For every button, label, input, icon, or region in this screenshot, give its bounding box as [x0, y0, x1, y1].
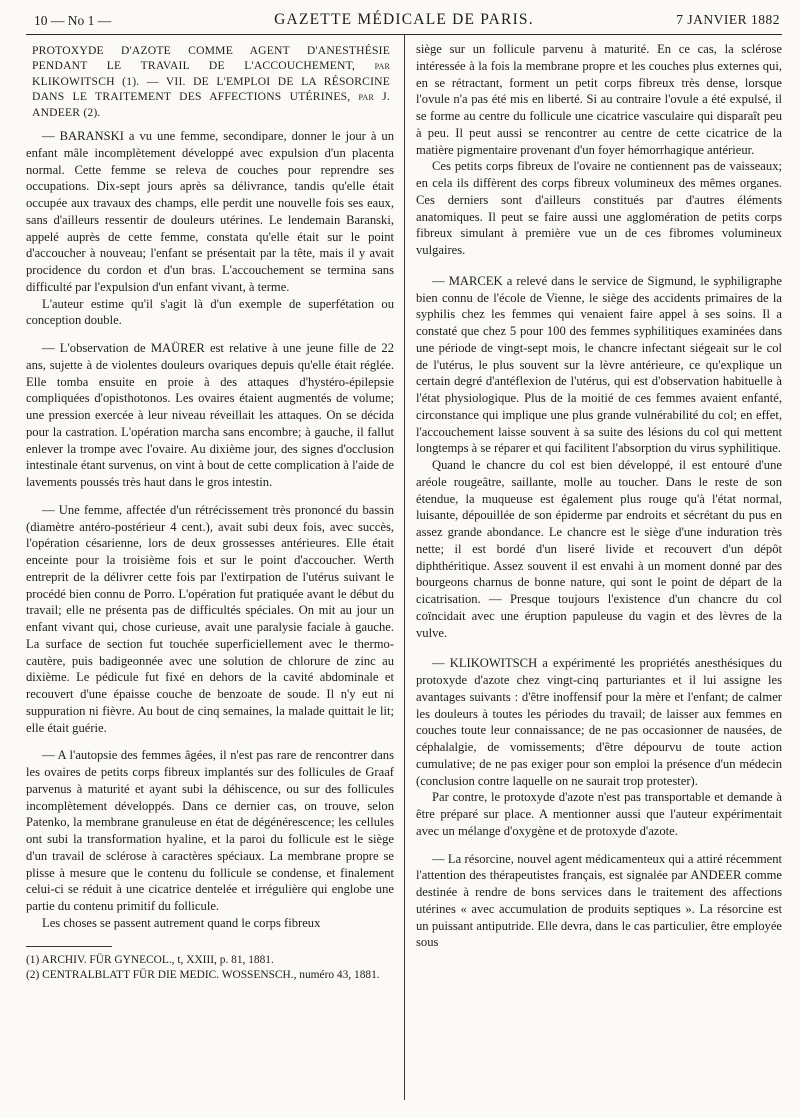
paragraph-follicule: siège sur un follicule parvenu à maturité. En ce cas, la sclérose intéressée à la fois la membrane propre et les couches plus externes qui, en se rétractant, forment un petit corps fibreux très dense, lorsque l'ovule n'a pas été mis en liberté. Si au contraire l'ovule a été expulsé, il se forme au centre du follicule une cicatrice vasculaire qui disparaît peu à peu. Il peut aussi se rencontrer au centre de cette cicatrice de la matière pigmentaire provenant d'un foyer hémorrhagique antérieur.: [416, 42, 782, 157]
paragraph-maurer: — L'observation de MAÜRER est relative à une jeune fille de 22 ans, sujette à de violentes douleurs ovariques depuis qu'elle était réglée. Elle tomba ensuite en proie à des attaques d'hystéro-épilepsie compliquées d'opisthotonos. Les ovaires étaient augmentés de volume; une pression exercée à leur niveau réveillait les attaques. On se décida pour la castration. L'opération marcha sans encombre; à gauche, il fallut enlever la trompe avec l'ovaire. Au dixième jour, des signes d'occlusion intestinale étant survenus, on vint à bout de cette complication à l'aide de lavements poussés très haut dans le gros intestin.: [26, 341, 394, 490]
paragraph-vaisseaux: Ces petits corps fibreux de l'ovaire ne contiennent pas de vaisseaux; en cela ils diffèrent des corps fibreux volumineux des mêmes organes. Ces derniers sont d'ailleurs constitués par d'autres éléments anatomiques. Il peut se faire aussi une agglomération de petits corps fibreux simulant à première vue un de ces fibromes volumineux vulgaires.: [416, 159, 782, 257]
footnote-1: (1) ARCHIV. FÜR GYNECOL., t, XXIII, p. 81, 1881.: [26, 953, 274, 966]
left-column: [26, 35, 404, 1110]
page-number: 10 — No 1 —: [34, 13, 112, 28]
journal-title: GAZETTE MÉDICALE DE PARIS.: [274, 11, 534, 28]
paragraph-baranski: — BARANSKI a vu une femme, secondipare, donner le jour à un enfant mâle incomplètement développé avec expulsion d'un placenta normal. Cette femme se releva de couches pour reprendre ses occupations. Dix-sept jours après sa délivrance, tandis qu'elle était occupée aux travaux des champs, elle perdit une nouvelle fois ses eaux, sans d'ailleurs ressentir de douleurs utérines. Le lendemain Baranski, appelé auprès de cette femme, constata qu'elle était sur le point d'accoucher à nouveau; l'enfant se présentait par la tête, mais il y avait procidence du cordon et d'un bras. L'accouchement se termina sans difficulté par l'expulsion d'un enfant vivant, à terme.: [26, 129, 394, 294]
paragraph-marcek: — MARCEK a relevé dans le service de Sigmund, le syphiligraphe bien connu de l'école de Vienne, le siège des accidents primaires de la syphilis chez les femmes qui venaient faire appel à ses soins. Il a constaté que chez 5 pour 100 des femmes syphilitiques examinées dans une période de vingt-sept mois, le chancre infectant siégeait sur le col de l'utérus, le plus souvent sur la lèvre antérieure, ce qu'explique un certain degré d'antéflexion de l'utérus, qui est d'observation habituelle à l'état physiologique. Plus de la moitié de ces femmes avaient enfanté, circonstance qui implique une plus grande vulnérabilité du col; en effet, l'accouchement laisse souvent à sa suite des lésions du col qui mettent longtemps à se réparer et qui facilitent l'absorption du virus syphilitique.: [416, 273, 782, 456]
paragraph-klikowitsch: — KLIKOWITSCH a expérimenté les propriétés anesthésiques du protoxyde d'azote chez vingt-cinq parturiantes et il lui assigne les avantages suivants : d'être inoffensif pour la mère et l'enfant; de calmer les douleurs à toutes les périodes du travail; de laisser aux femmes en couches toute leur connaissance; de ne pas occasionner de nausées, de céphalalgie, de vomissements; d'être dépourvu de toute action cumulative; de ne pas exiger pour son emploi la présence d'un médecin (conclusion contre laquelle on ne saurait trop protester).: [416, 656, 782, 788]
paragraph-protoxyde: Par contre, le protoxyde d'azote n'est pas transportable et demande à être préparé sur place. A mentionner aussi que l'auteur expérimentait avec un mélange d'oxygène et de protoxyde d'azote.: [416, 790, 782, 838]
right-column: [404, 35, 782, 1110]
two-column-body: [26, 35, 782, 1110]
page-header: [26, 8, 782, 32]
paragraph-resorcine: — La résorcine, nouvel agent médicamenteux qui a attiré récemment l'attention des thérapeutistes français, est signalée par ANDEER comme destinée à rendre de bons services dans le traitement des affections utérines « avec accumulation de produits septiques ». La résorcine est un puissant antiputride. Elle devra, dans le cas particulier, être employée sous: [416, 851, 782, 950]
footnote-separator: [26, 946, 112, 947]
paragraph-corps-fibreux: Les choses se passent autrement quand le corps fibreux: [42, 915, 321, 930]
paragraph-werth: — Une femme, affectée d'un rétrécissement très prononcé du bassin (diamètre antéro-postérieur 4 cent.), avait subi deux fois, avec succès, l'opération césarienne, lors de deux grossesses antérieures. Elle était enceinte pour la troisième fois et sur le point d'accoucher. Werth entreprit de la délivrer cette fois par l'extirpation de l'utérus suivant le procédé bien connu de Porro. L'opération fut pratiquée avant le début du travail; elle ne présenta pas de difficultés spéciales. On mit au jour un enfant vivant qui, chose curieuse, avait une paralysie faciale à gauche. La surface de section fut touchée superficiellement avec le thermo-cautère, puis badigeonnée avec une solution de chlorure de zinc au dixième. Le pédicule fut fixé en dehors de la cavité abdominale et recouvert d'une épaisse couche de benzoate de soude. Il n'y eut ni suppuration ni fièvre. Au bout de cinq semaines, la malade quittait le lit; elle était guérie.: [26, 502, 394, 735]
footnote-2: (2) CENTRALBLATT FÜR DIE MEDIC. WOSSENSCH., numéro 43, 1881.: [26, 968, 380, 981]
paragraph-superfetation: L'auteur estime qu'il s'agit là d'un exemple de superfétation ou conception double.: [26, 296, 394, 328]
issue-date: 7 JANVIER 1882: [676, 12, 780, 27]
paragraph-chancre: Quand le chancre du col est bien développé, il est entouré d'une aréole rougeâtre, saillante, molle au toucher. Dans le reste de son étendue, la muqueuse est également plus rouge qu'à l'état normal, luisante, dépouillée de son épiderme par endroits et sécrétant du pus en assez grande abondance. Le chancre est le siège d'une induration très nette; il est bordé d'un liseré livide et recouvert d'un dépôt diphthéritique. Assez souvent il est envahi à un moment donné par des bourgeons charnus de bonne nature, qui sont le point de départ de la cicatrisation. — Presque toujours l'existence d'un chancre du col coïncidait avec une éruption papuleuse du vagin et des lèvres de la vulve.: [416, 458, 782, 640]
article-heading: PROTOXYDE D'AZOTE COMME AGENT D'ANESTHÉSIE PENDANT LE TRAVAIL DE L'ACCOUCHEMENT, par KLIKOWITSCH (1). — VII. DE L'EMPLOI DE LA RÉSORCINE DANS LE TRAITEMENT DES AFFECTIONS UTÉRINES, par J. ANDEER (2).: [32, 44, 390, 119]
column-divider: [404, 35, 405, 1100]
paragraph-autopsie: — A l'autopsie des femmes âgées, il n'est pas rare de rencontrer dans les ovaires de petits corps fibreux implantés sur des follicules de Graaf parvenus à maturité et ayant subi la déhiscence, ou sur des follicules incomplètement développés. Dans ce dernier cas, on trouve, selon Patenko, la membrane granuleuse en état de dégénérescence; les cellules ont subi la transformation hyaline, et la paroi du follicule est le siège d'un travail de sclérose à caractères spéciaux. La membrane propre se plisse à mesure que le contenu du follicule se condense, et finalement celui-ci se réduit à une cicatrice dentelée et irrégulière qui englobe une partie du contenu primitif du follicule.: [26, 748, 394, 914]
